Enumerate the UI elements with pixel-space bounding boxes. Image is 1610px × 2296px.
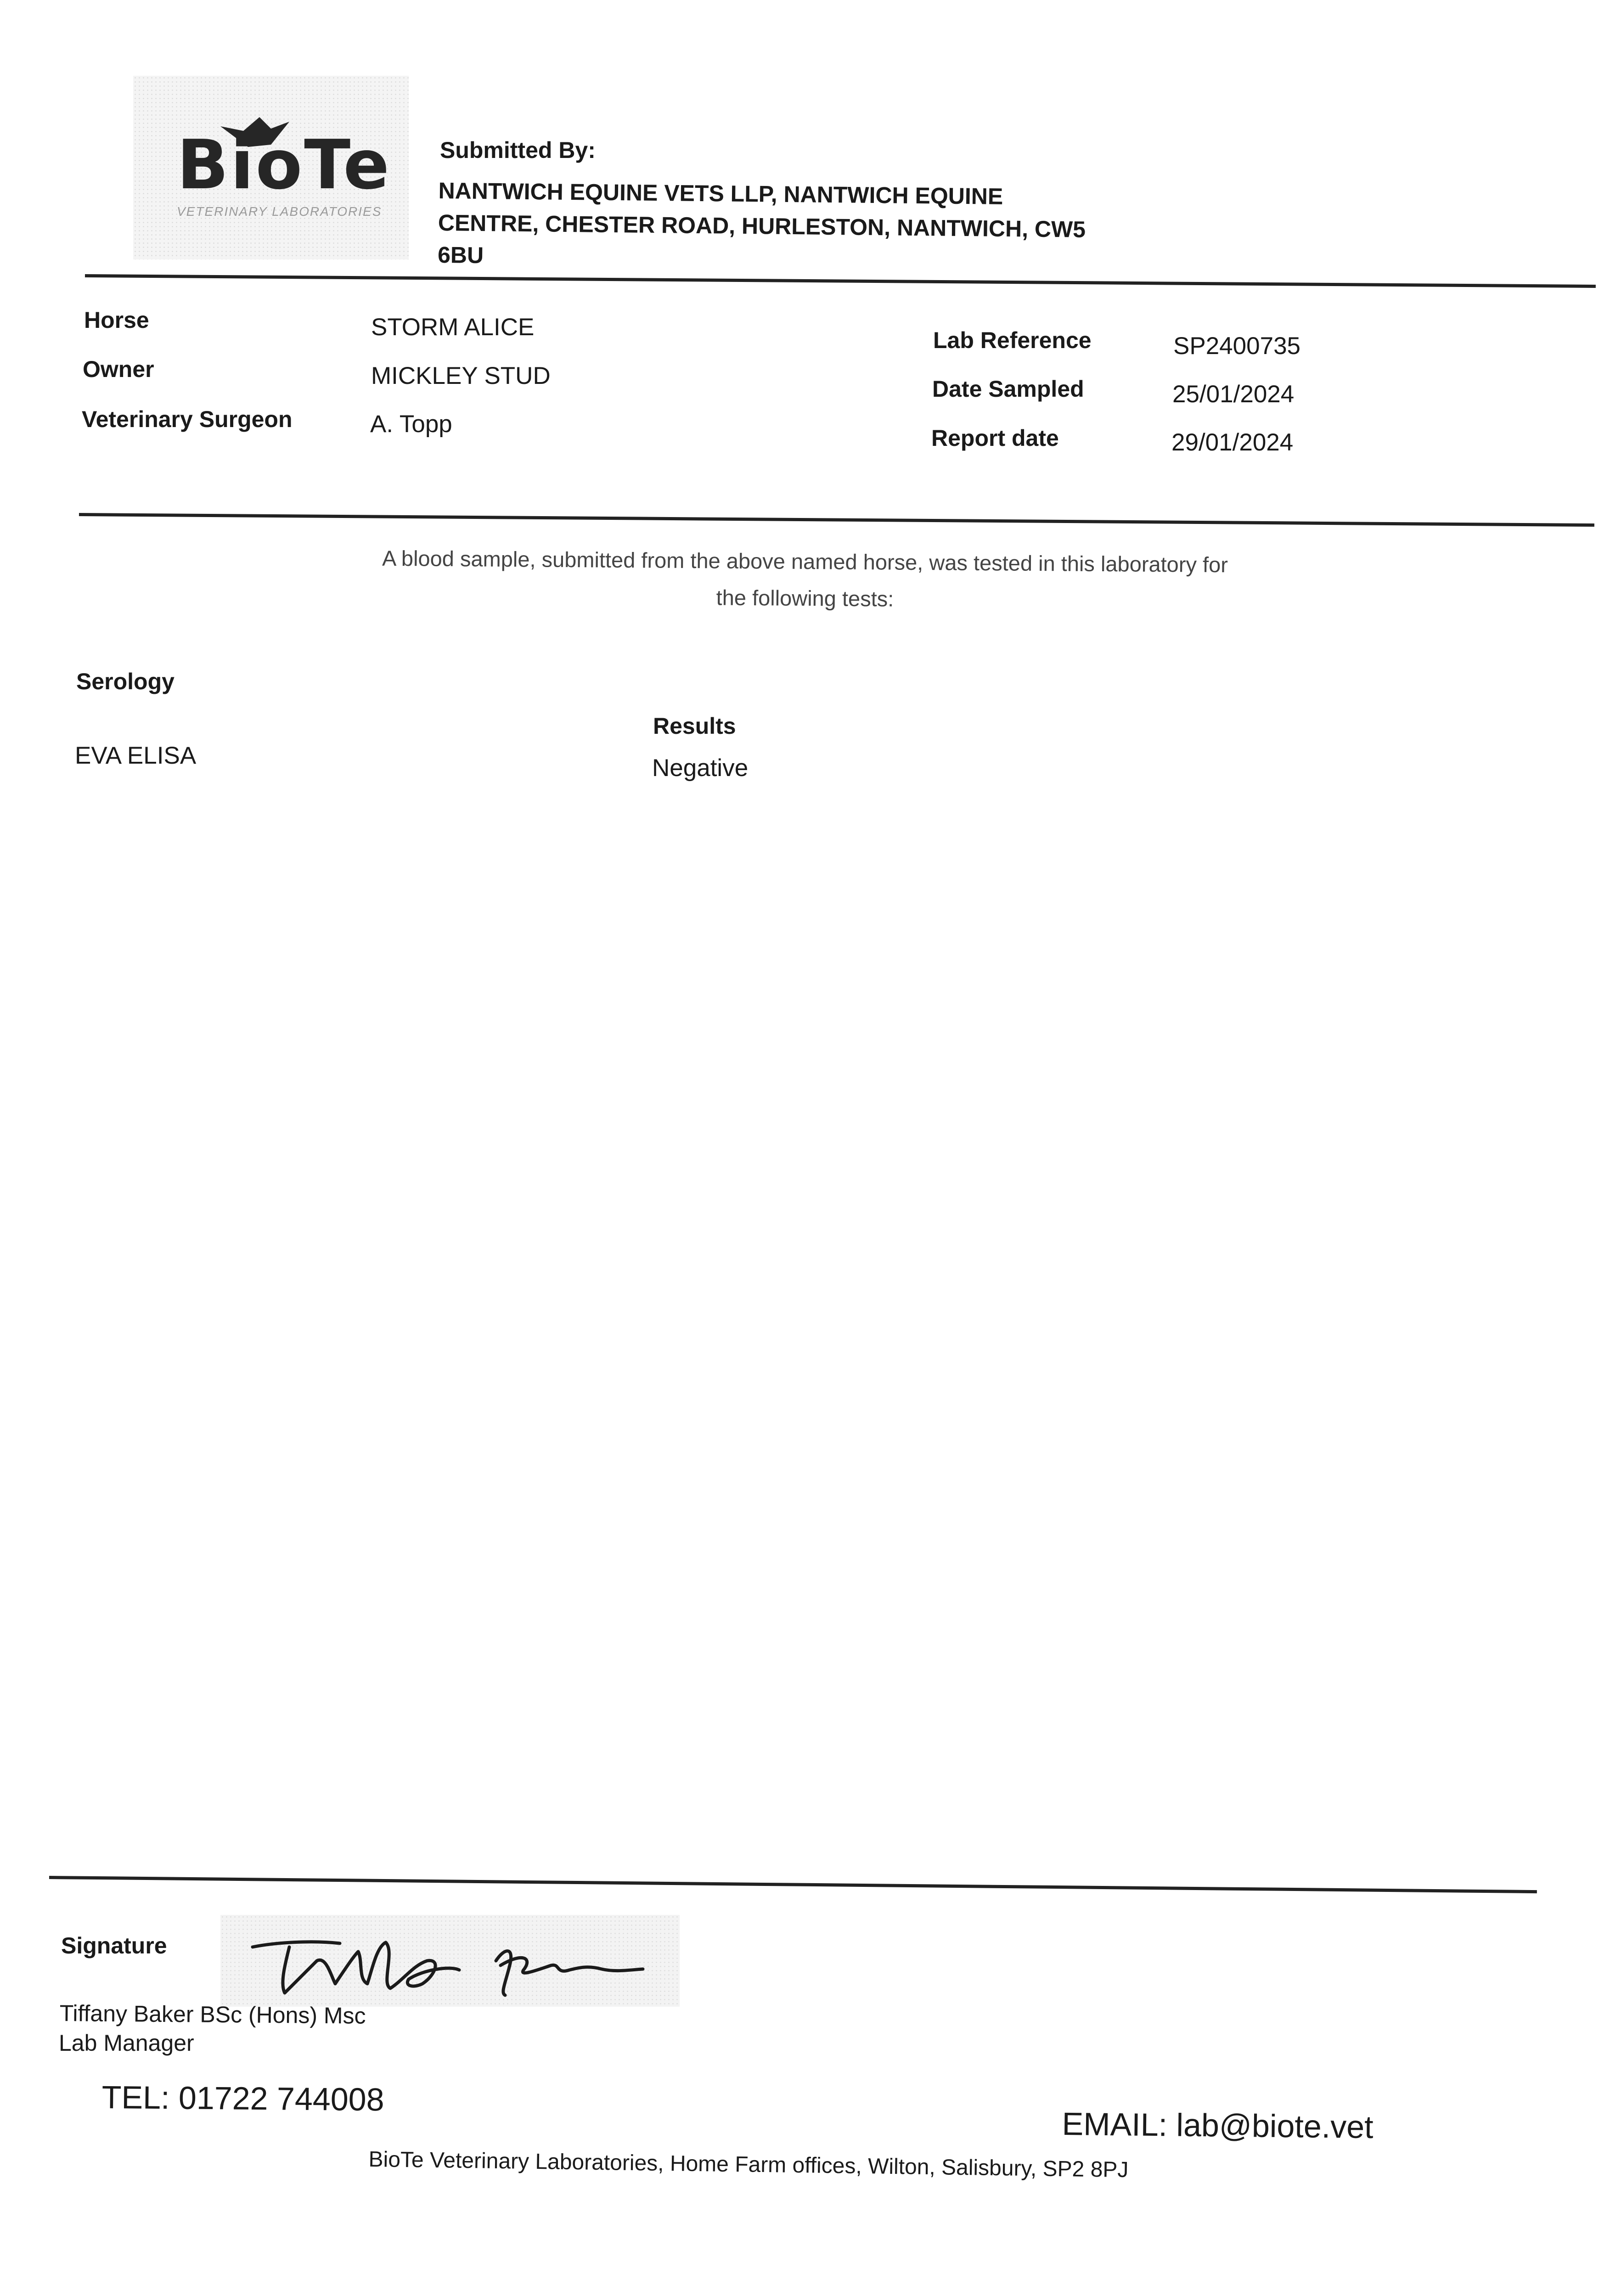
date-sampled-label: Date Sampled <box>932 376 1084 402</box>
report-date-value: 29/01/2024 <box>1171 429 1294 456</box>
address-line: NANTWICH EQUINE VETS LLP, NANTWICH EQUINE <box>438 177 1003 209</box>
header-divider <box>85 274 1596 288</box>
footer-divider <box>49 1876 1537 1893</box>
signature-scribble <box>220 1915 680 2007</box>
owner-label: Owner <box>83 356 154 382</box>
signatory-role: Lab Manager <box>59 2030 194 2056</box>
details-divider <box>79 513 1594 527</box>
intro-line-1: A blood sample, submitted from the above named horse, was tested in this laboratory for <box>382 546 1228 577</box>
address-line: 6BU <box>437 242 484 269</box>
horse-label: Horse <box>84 307 149 333</box>
handwritten-signature <box>220 1915 680 2007</box>
logo-tagline: VETERINARY LABORATORIES <box>177 204 382 219</box>
date-sampled-value: 25/01/2024 <box>1172 381 1295 408</box>
signatory-name: Tiffany Baker BSc (Hons) Msc <box>59 2000 366 2029</box>
telephone: TEL: 01722 744008 <box>101 2079 384 2118</box>
logo-wordmark: BioTe <box>177 125 391 204</box>
section-heading: Serology <box>76 669 175 694</box>
owner-value: MICKLEY STUD <box>371 362 551 389</box>
report-date-label: Report date <box>931 425 1059 451</box>
lab-address: BioTe Veterinary Laboratories, Home Farm offices, Wilton, Salisbury, SP2 8PJ <box>368 2147 1129 2183</box>
horse-value: STORM ALICE <box>371 314 535 341</box>
signature-label: Signature <box>61 1933 167 1958</box>
submitted-by-address <box>438 174 1127 278</box>
email: EMAIL: lab@biote.vet <box>1062 2106 1374 2145</box>
lab-reference-value: SP2400735 <box>1173 332 1301 360</box>
intro-line-2: the following tests: <box>716 585 894 611</box>
test-result: Negative <box>652 754 749 782</box>
lab-reference-label: Lab Reference <box>933 327 1092 353</box>
vet-surgeon-value: A. Topp <box>370 411 452 438</box>
vet-surgeon-label: Veterinary Surgeon <box>82 406 293 432</box>
test-name: EVA ELISA <box>75 742 197 769</box>
address-line: CENTRE, CHESTER ROAD, HURLESTON, NANTWICH, CW5 <box>438 209 1086 242</box>
company-logo <box>133 76 409 259</box>
submitted-by-label: Submitted By: <box>440 137 596 163</box>
results-header: Results <box>653 713 736 739</box>
